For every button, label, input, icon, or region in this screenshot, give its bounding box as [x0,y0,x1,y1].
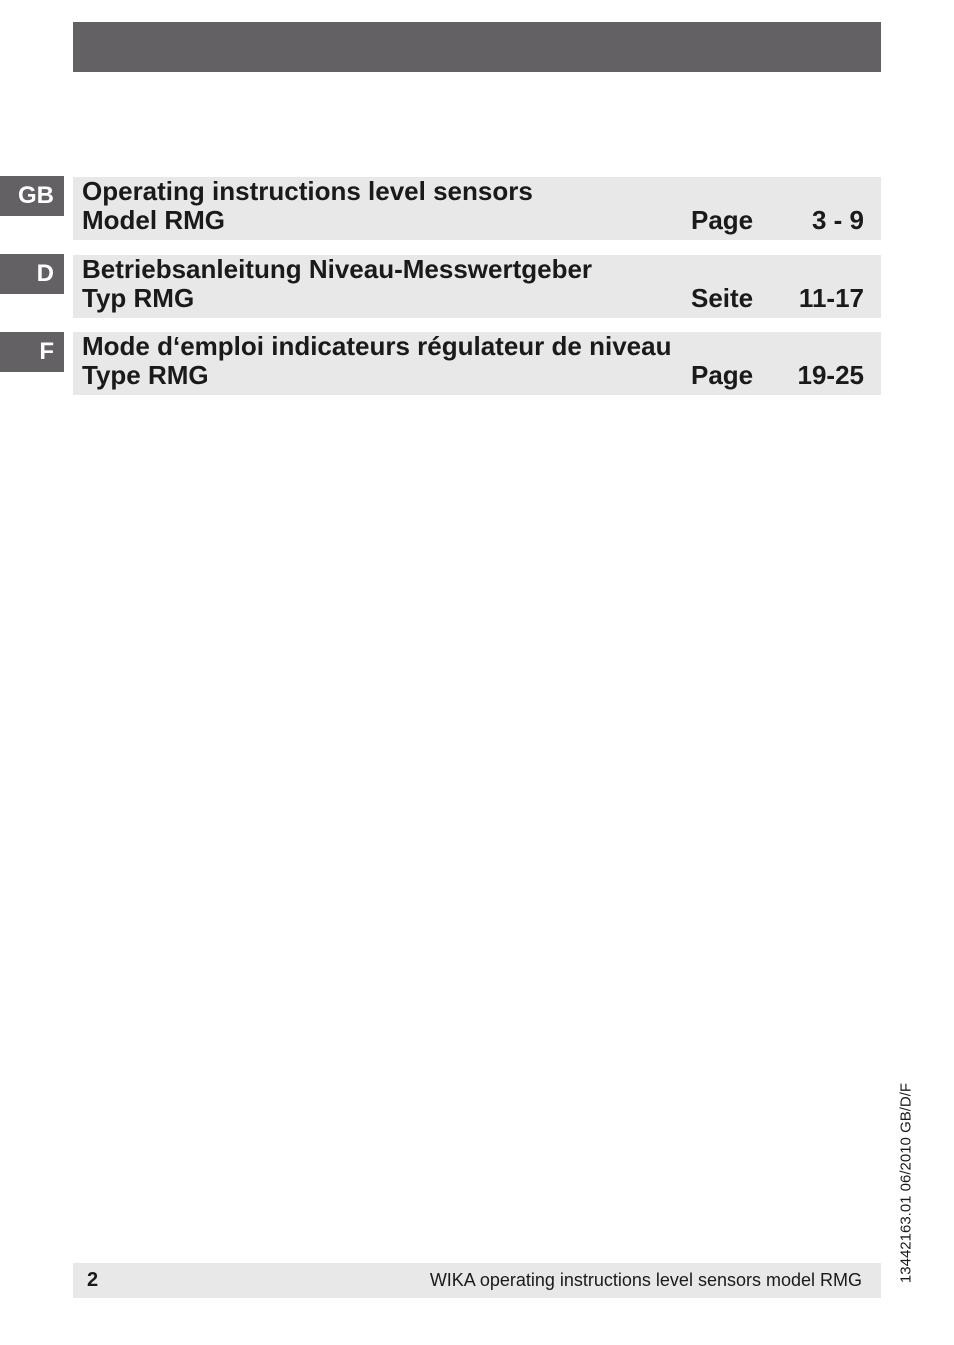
toc-entry-model: Typ RMG [82,283,195,313]
footer-bar [73,1263,881,1298]
toc-entry-f[interactable] [73,332,881,395]
header-bar [73,22,881,72]
language-tab-f: F [0,332,64,372]
toc-page-label: Seite [691,283,754,313]
toc-entry-title: Betriebsanleitung Niveau-Messwertgeber [82,254,593,284]
toc-page-range: 19-25 [797,360,864,390]
language-tab-d: D [0,254,64,294]
toc-page-range: 3 - 9 [811,205,864,235]
toc-entry-title: Operating instructions level sensors [82,176,533,206]
toc-entry-d[interactable] [73,255,881,318]
toc-page-label: Page [691,205,754,235]
toc-entry-gb[interactable] [73,177,881,240]
document-code-text: 13442163.01 06/2010 GB/D/F [897,1082,915,1284]
toc-page-label: Page [691,360,754,390]
footer-title: WIKA operating instructions level sensors model RMG [429,1270,862,1290]
toc-page-range: 11-17 [798,283,864,313]
toc-entry-title: Mode d‘emploi indicateurs régulateur de niveau [82,331,672,361]
footer-page-number: 2 [87,1269,99,1291]
toc-entry-model: Model RMG [82,205,225,235]
toc-entry-model: Type RMG [82,360,209,390]
language-tab-gb: GB [0,176,64,216]
